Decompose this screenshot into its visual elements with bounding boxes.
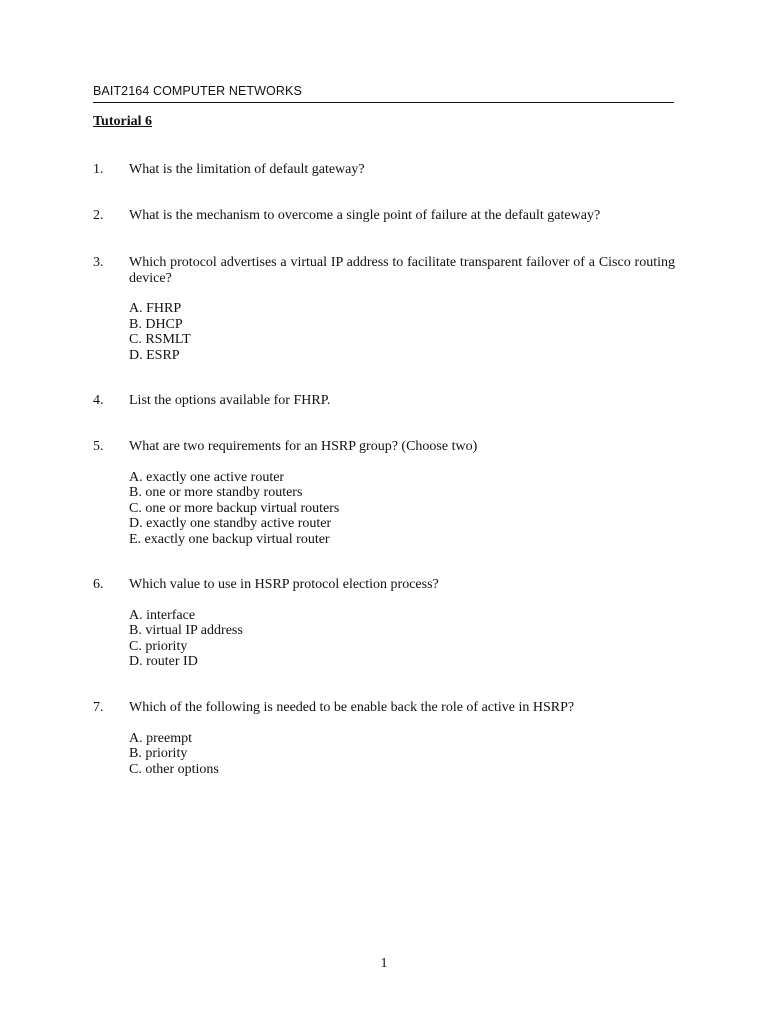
question-number: 2. xyxy=(93,208,104,223)
header-divider xyxy=(93,102,674,103)
answer-option: A. exactly one active router xyxy=(129,469,285,485)
answer-option: B. DHCP xyxy=(129,316,183,332)
answer-options xyxy=(129,470,675,548)
answer-option: C. other options xyxy=(129,761,219,777)
answer-option: B. virtual IP address xyxy=(129,623,243,638)
answer-option: E. exactly one backup virtual router xyxy=(129,531,330,547)
question-number: 3. xyxy=(93,255,104,270)
question-number: 4. xyxy=(93,393,104,408)
question-text: What is the mechanism to overcome a single point of failure at the default gateway? xyxy=(129,208,601,223)
answer-option: B. one or more standby routers xyxy=(129,485,303,500)
answer-option: D. router ID xyxy=(129,654,198,669)
question-text: Which of the following is needed to be enable back the role of active in HSRP? xyxy=(129,700,575,715)
answer-option: A. FHRP xyxy=(129,301,182,316)
question-text: What are two requirements for an HSRP group? (Choose two) xyxy=(129,439,478,454)
answer-option: C. priority xyxy=(129,638,188,654)
answer-option: B. priority xyxy=(129,746,188,761)
tutorial-title: Tutorial 6 xyxy=(93,114,152,129)
course-header: BAIT2164 COMPUTER NETWORKS xyxy=(93,84,302,98)
answer-option: D. exactly one standby active router xyxy=(129,516,332,531)
answer-options xyxy=(129,301,675,363)
page-number: 1 xyxy=(380,956,388,971)
answer-option: D. ESRP xyxy=(129,347,180,363)
question-text: Which protocol advertises a virtual IP address to facilitate transparent failover of a Cisco routing device? xyxy=(129,255,675,286)
answer-option: C. RSMLT xyxy=(129,332,191,347)
question-number: 7. xyxy=(93,700,104,715)
question-number: 6. xyxy=(93,577,104,592)
answer-options xyxy=(129,731,675,778)
answer-options xyxy=(129,608,675,670)
question-text: Which value to use in HSRP protocol election process? xyxy=(129,577,439,592)
answer-option: C. one or more backup virtual routers xyxy=(129,500,340,516)
question-number: 1. xyxy=(93,162,104,177)
answer-option: A. preempt xyxy=(129,730,192,746)
question-text: List the options available for FHRP. xyxy=(129,393,331,408)
question-text: What is the limitation of default gateway? xyxy=(129,162,365,177)
answer-option: A. interface xyxy=(129,607,196,623)
question-number: 5. xyxy=(93,439,104,454)
